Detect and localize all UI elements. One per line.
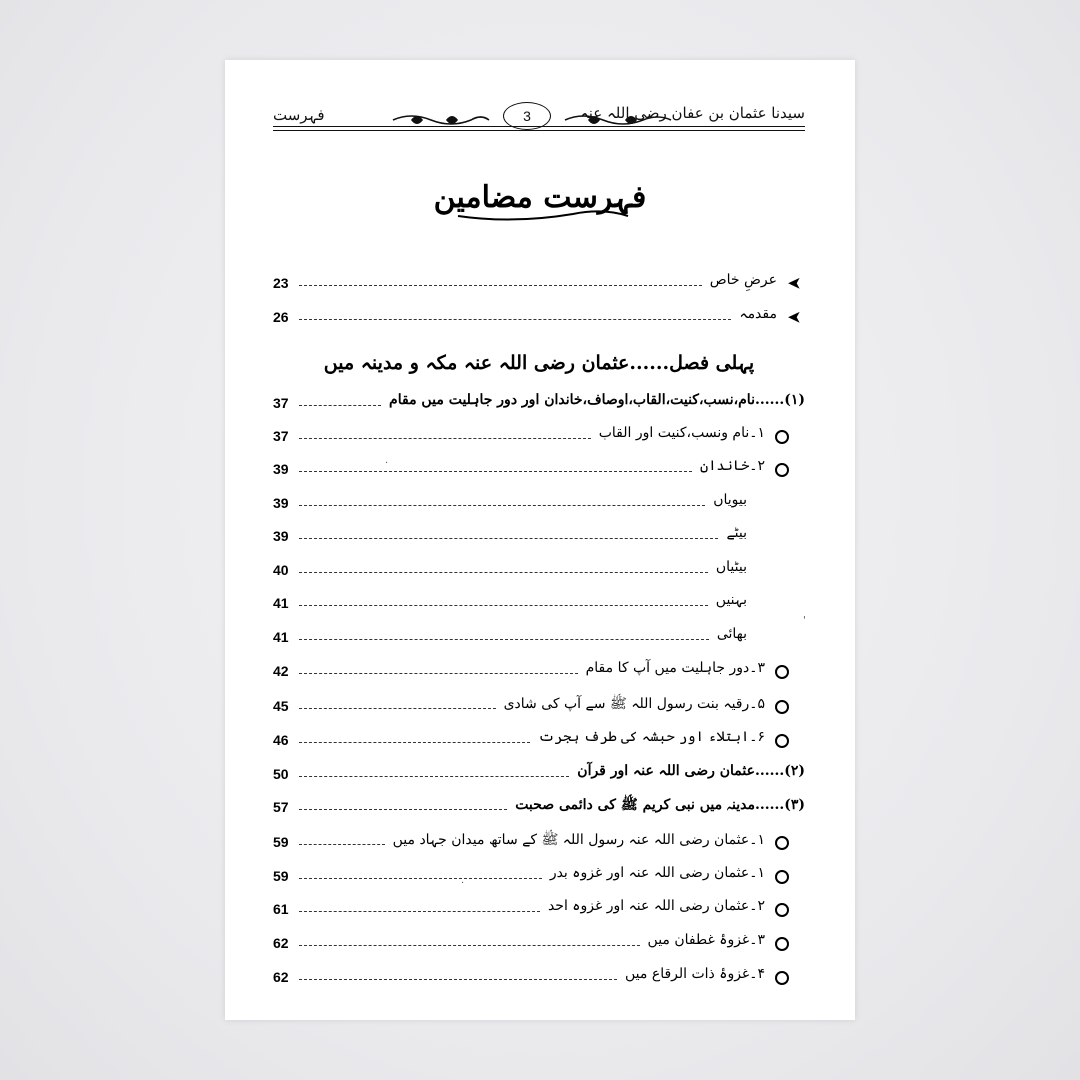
toc-entry-title: ۶۔ابتلاء اور حبشہ کی طرف ہجرت xyxy=(538,729,765,745)
toc-page-number: 41 xyxy=(273,595,289,611)
leader-dashes xyxy=(299,673,578,674)
toc-page-number: 46 xyxy=(273,732,289,748)
circle-bullet-icon xyxy=(775,463,789,477)
circle-bullet-icon xyxy=(775,734,789,748)
toc-page-number: 39 xyxy=(273,495,289,511)
leader-dashes xyxy=(299,319,731,320)
leader-dashes xyxy=(299,285,702,286)
print-speck: ' xyxy=(803,615,806,626)
toc-page-number: 41 xyxy=(273,629,289,645)
toc-entry-title: (۱)......نام،نسب،کنیت،القاب،اوصاف،خاندان اور دور جاہلیت میں مقام xyxy=(389,392,805,408)
leader-dashes xyxy=(299,878,542,879)
toc-row xyxy=(273,695,805,721)
chapter-heading: پہلی فصل......عثمان رضی اللہ عنہ مکہ و مدینہ میں xyxy=(323,352,755,374)
toc-page-number: 23 xyxy=(273,275,289,291)
toc-page-number: 37 xyxy=(273,395,289,411)
toc-entry-title: ۴۔غزوۂ ذات الرقاع میں xyxy=(625,966,765,982)
circle-bullet-icon xyxy=(775,430,789,444)
toc-row xyxy=(273,306,805,332)
toc-page-number: 59 xyxy=(273,868,289,884)
toc-page-number: 39 xyxy=(273,461,289,477)
toc-page-number: 40 xyxy=(273,562,289,578)
leader-dashes xyxy=(299,572,708,573)
toc-page-number: 50 xyxy=(273,766,289,782)
toc-entry-title: ۱۔عثمان رضی اللہ عنہ اور غزوہ بدر xyxy=(549,865,765,881)
toc-entry-title: (۳)......مدینہ میں نبی کریم ﷺ کی دائمی صحبت xyxy=(515,797,805,813)
toc-entry-title: ۳۔دور جاہلیت میں آپ کا مقام xyxy=(585,660,765,676)
toc-row xyxy=(273,425,805,451)
toc-row xyxy=(273,626,805,652)
circle-bullet-icon xyxy=(775,700,789,714)
toc-entry-title: بیویاں xyxy=(713,492,747,508)
book-page xyxy=(225,60,855,1020)
toc-row xyxy=(273,831,805,857)
leader-dashes xyxy=(299,945,640,946)
toc-row xyxy=(273,392,805,418)
toc-entry-title: بھائی xyxy=(716,626,747,642)
toc-page-number: 59 xyxy=(273,834,289,850)
leader-dashes xyxy=(299,639,709,640)
running-header xyxy=(273,102,805,142)
circle-bullet-icon xyxy=(775,870,789,884)
toc-page-number: 57 xyxy=(273,799,289,815)
toc-page-number: 39 xyxy=(273,528,289,544)
toc-page-number: 62 xyxy=(273,969,289,985)
toc-page-number: 61 xyxy=(273,901,289,917)
toc-entry-title: عرضِ خاص xyxy=(709,272,777,288)
print-speck: · xyxy=(461,878,465,889)
header-section-title: فہرست xyxy=(273,106,325,124)
leader-dashes xyxy=(299,708,496,709)
toc-row xyxy=(273,865,805,891)
leader-dashes xyxy=(299,438,591,439)
toc-page-number: 42 xyxy=(273,663,289,679)
leader-dashes xyxy=(299,844,385,845)
toc-entry-title: ۵۔رقیہ بنت رسول اللہ ﷺ سے آپ کی شادی xyxy=(503,696,765,712)
circle-bullet-icon xyxy=(775,903,789,917)
toc-entry-title: بہنیں xyxy=(715,592,747,608)
toc-row xyxy=(273,660,805,686)
toc-row xyxy=(273,272,805,298)
header-rule xyxy=(273,126,805,127)
leader-dashes xyxy=(299,505,705,506)
toc-page-number: 37 xyxy=(273,428,289,444)
toc-entry-title: (۲)......عثمان رضی اللہ عنہ اور قرآن xyxy=(577,763,805,779)
arrow-bullet-icon: ➤ xyxy=(788,274,801,292)
toc-row xyxy=(273,796,805,822)
toc-entry-title: ۱۔عثمان رضی اللہ عنہ رسول اللہ ﷺ کے ساتھ میدان جہاد میں xyxy=(392,832,765,848)
toc-entry-title: ۲۔خاندان xyxy=(700,458,765,474)
toc-page-number: 62 xyxy=(273,935,289,951)
toc-page-number: 45 xyxy=(273,698,289,714)
toc-entry-title: بیٹے xyxy=(726,525,747,541)
circle-bullet-icon xyxy=(775,971,789,985)
leader-dashes xyxy=(299,776,569,777)
toc-row xyxy=(273,492,805,518)
leader-dashes xyxy=(299,742,530,743)
circle-bullet-icon xyxy=(775,665,789,679)
circle-bullet-icon xyxy=(775,937,789,951)
toc-entry-title: بیٹیاں xyxy=(715,559,747,575)
leader-dashes xyxy=(299,911,540,912)
page-number: 3 xyxy=(503,102,551,130)
arrow-bullet-icon: ➤ xyxy=(788,308,801,326)
leader-dashes xyxy=(299,471,692,472)
toc-row xyxy=(273,729,805,755)
header-rule-thin xyxy=(273,130,805,131)
page-title: فہرست مضامین xyxy=(433,180,647,215)
leader-dashes xyxy=(299,605,708,606)
toc-row xyxy=(273,966,805,992)
print-speck: · xyxy=(385,458,389,469)
toc-row xyxy=(273,559,805,585)
toc-entry-title: ۳۔غزوۂ غطفان میں xyxy=(647,932,765,948)
toc-row xyxy=(273,458,805,484)
toc-row xyxy=(273,932,805,958)
toc-page-number: 26 xyxy=(273,309,289,325)
leader-dashes xyxy=(299,809,507,810)
toc-entry-title: ۱۔نام ونسب،کنیت اور القاب xyxy=(598,425,765,441)
header-book-title: سیدنا عثمان بن عفان رضی اللہ عنہ xyxy=(579,104,805,122)
leader-dashes xyxy=(299,979,617,980)
toc-row xyxy=(273,592,805,618)
toc-entry-title: مقدمہ xyxy=(739,306,777,322)
leader-dashes xyxy=(299,405,381,406)
leader-dashes xyxy=(299,538,718,539)
circle-bullet-icon xyxy=(775,836,789,850)
toc-entry-title: ۲۔عثمان رضی اللہ عنہ اور غزوہ احد xyxy=(547,898,765,914)
toc-row xyxy=(273,525,805,551)
toc-row xyxy=(273,898,805,924)
toc-row xyxy=(273,763,805,789)
